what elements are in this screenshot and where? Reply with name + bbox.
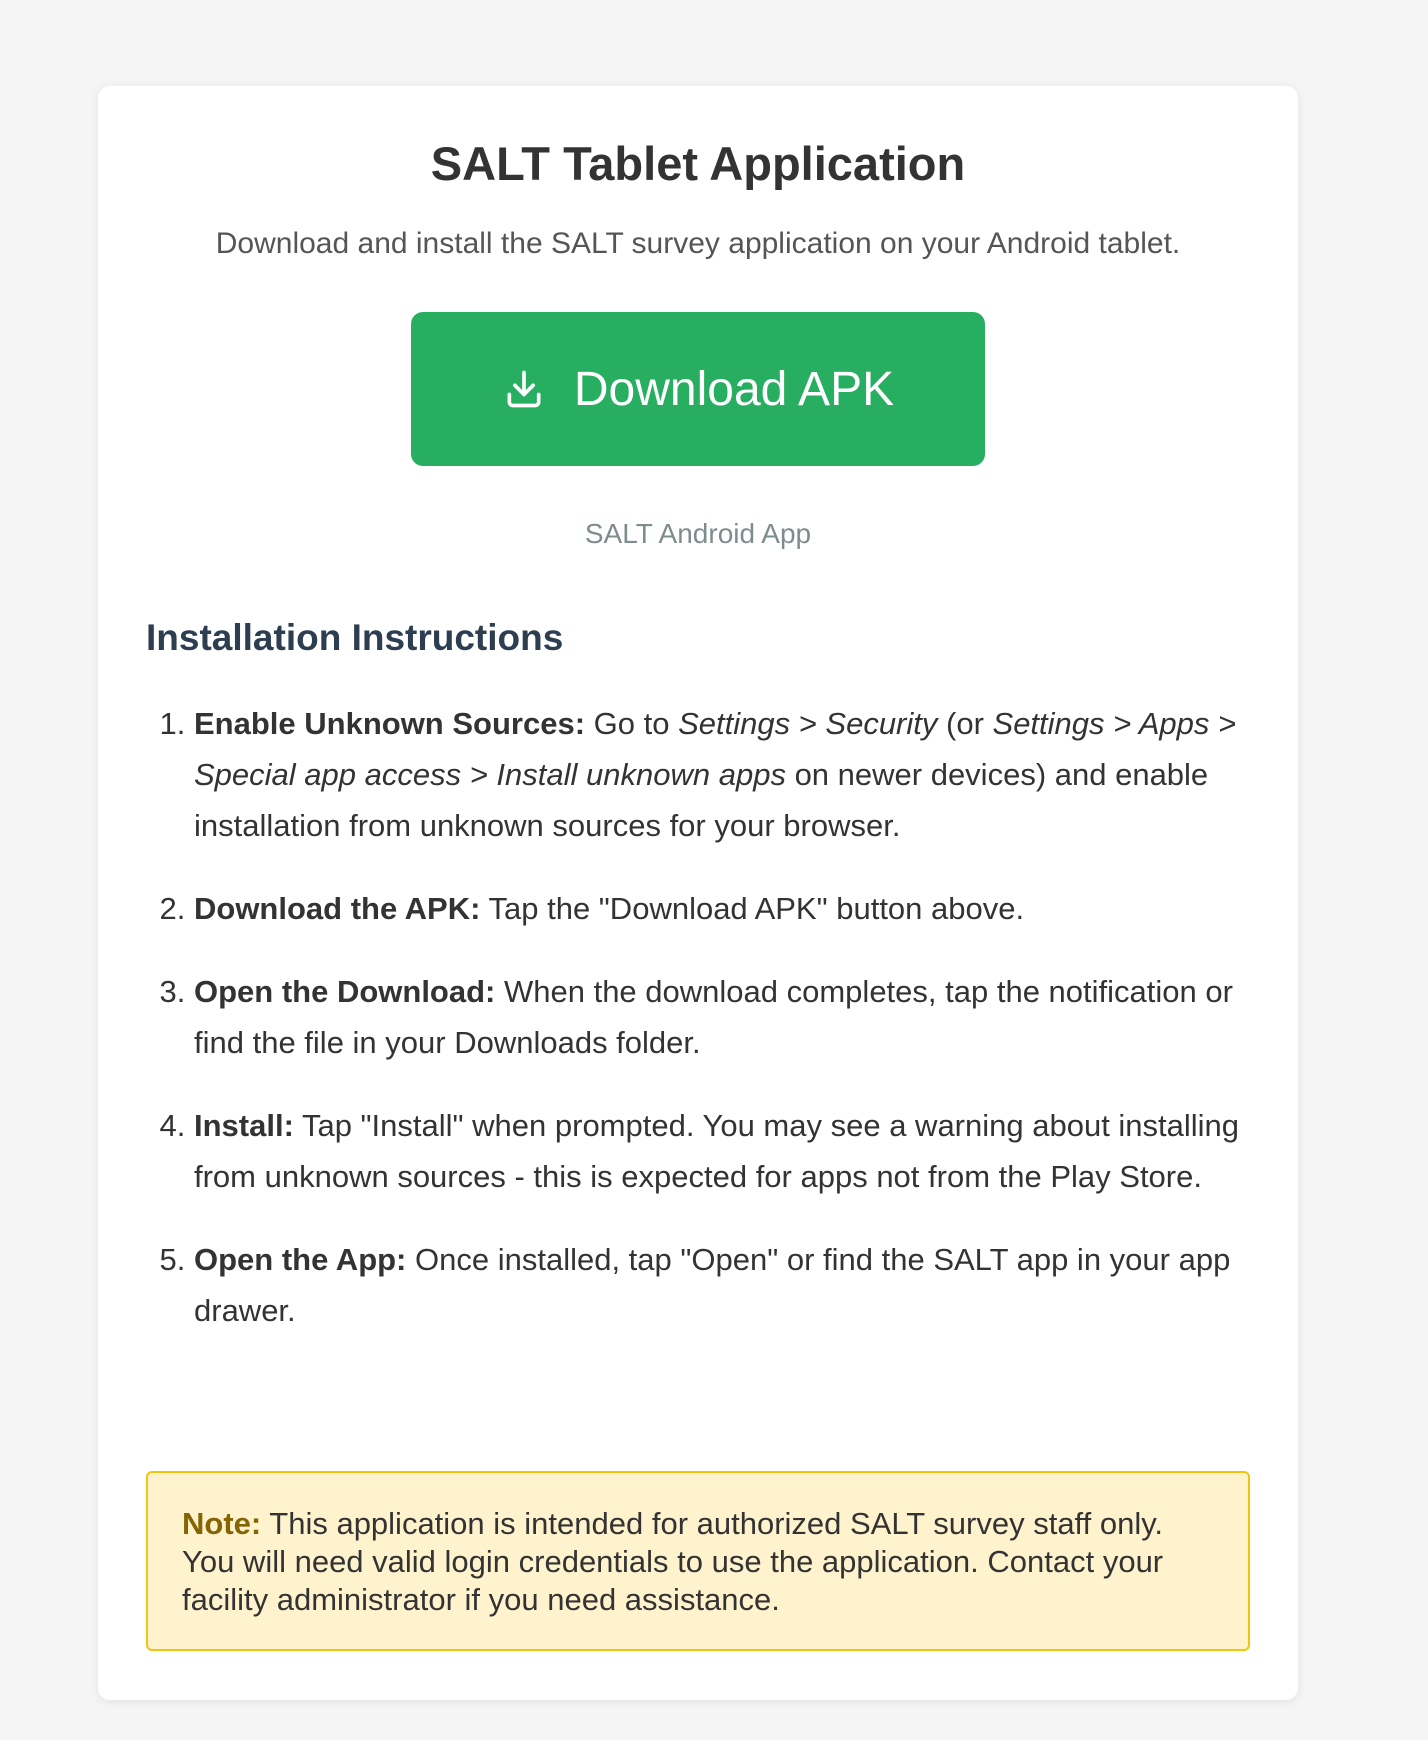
step-text: When the download completes, tap the notification or find the file in your Downloads folder. xyxy=(194,974,1233,1060)
page-title: SALT Tablet Application xyxy=(430,137,966,190)
list-item xyxy=(194,883,1250,934)
step-title: Open the App: xyxy=(194,1242,407,1277)
step-text: Once installed, tap "Open" or find the SALT app in your app drawer. xyxy=(194,1242,1231,1328)
download-icon xyxy=(502,367,546,411)
step-text: Tap "Install" when prompted. You may see a warning about installing from unknown sources - this is expected for apps not from the Play Store. xyxy=(194,1108,1240,1194)
note-box xyxy=(146,1471,1250,1651)
step-text: Go to xyxy=(585,706,679,741)
download-card xyxy=(98,86,1298,1700)
step-title: Install: xyxy=(194,1108,294,1143)
page-subtitle: Download and install the SALT survey application on your Android tablet. xyxy=(215,227,1181,260)
step-title: Enable Unknown Sources: xyxy=(194,706,586,741)
download-button-label: Download APK xyxy=(573,362,895,416)
list-item xyxy=(194,966,1250,1068)
app-label: SALT Android App xyxy=(584,518,812,549)
step-title: Open the Download: xyxy=(194,974,496,1009)
settings-path: Settings > Apps > Special app access > Install unknown apps xyxy=(194,706,1237,792)
step-text: on newer devices) and enable installation from unknown sources for your browser. xyxy=(194,757,1209,843)
step-text: (or xyxy=(937,706,993,741)
list-item xyxy=(194,1234,1250,1336)
settings-path: Settings > Security xyxy=(678,706,938,741)
download-apk-button[interactable] xyxy=(411,312,985,466)
instructions-heading: Installation Instructions xyxy=(146,617,564,658)
download-button-wrapper xyxy=(146,312,1250,466)
step-title: Download the APK: xyxy=(194,891,481,926)
list-item xyxy=(194,1100,1250,1202)
instructions-list xyxy=(146,698,1250,1336)
list-item xyxy=(194,698,1250,851)
note-text: This application is intended for authorized SALT survey staff only. You will need valid login credentials to use the application. Contact your facility administrator if you need assistance. xyxy=(182,1506,1164,1617)
step-text: Tap the "Download APK" button above. xyxy=(480,891,1025,926)
note-label: Note: xyxy=(182,1506,262,1541)
